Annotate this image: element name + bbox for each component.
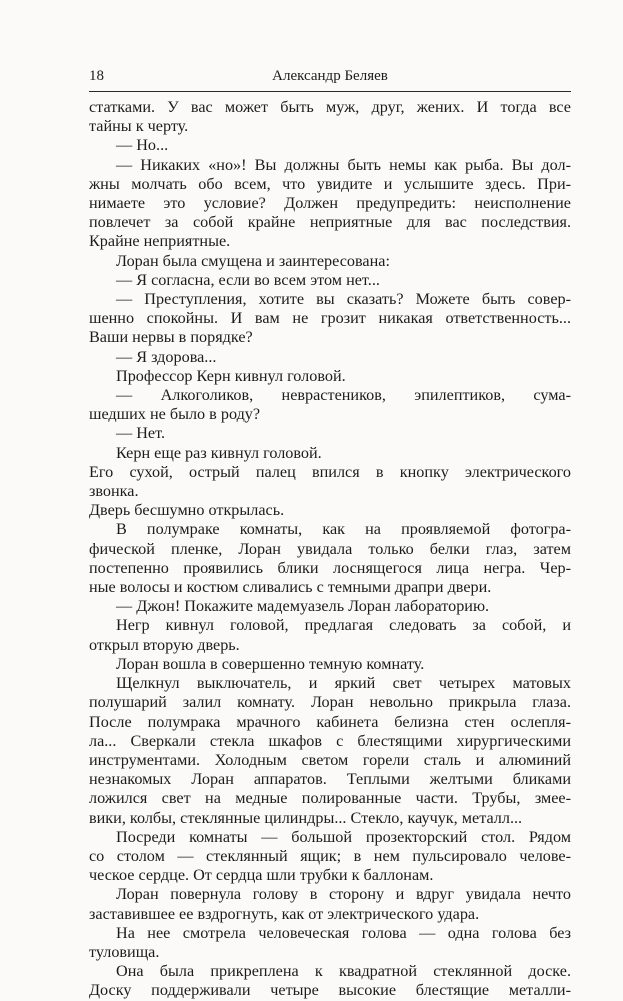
- text-line: статками. У вас может быть муж, друг, жених. И тогда все: [89, 98, 571, 116]
- text-line: звонка.: [89, 482, 139, 501]
- text-line: Керн еще раз кивнул головой.: [116, 443, 322, 462]
- text-line: открыл вторую дверь.: [89, 635, 240, 654]
- text-line: Его сухой, острый палец впился в кнопку электрического: [89, 462, 571, 481]
- text-line: Ваши нервы в порядке?: [89, 328, 253, 347]
- text-line: со столом — стеклянный ящик; в нем пульсировало челове-: [89, 846, 571, 865]
- text-line: ные волосы и костюм сливались с темными драпри двери.: [89, 578, 492, 597]
- text-line: Лоран была смущена и заинтересована:: [116, 251, 390, 270]
- text-line: инструментами. Холодным светом горели сталь и алюминий: [89, 750, 571, 769]
- text-line: шенно спокойны. И вам не грозит никакая ответственность...: [89, 309, 571, 328]
- text-line: — Я согласна, если во всем этом нет...: [116, 270, 380, 289]
- text-line: На нее смотрела человеческая голова — одна голова без: [116, 923, 571, 942]
- text-line: Посреди комнаты — большой прозекторский стол. Рядом: [116, 827, 571, 846]
- text-line: Крайне неприятные.: [89, 232, 231, 251]
- text-line: постепенно проявились блики лоснящегося лица негра. Чер-: [89, 558, 571, 577]
- text-line: повлечет за собой крайне неприятные для вас последствия.: [89, 213, 571, 232]
- page-header: [89, 68, 571, 90]
- text-line: вики, колбы, стеклянные цилиндры... Стекло, каучук, металл...: [89, 808, 523, 827]
- text-line: заставившее ее вздрогнуть, как от электрического удара.: [89, 904, 480, 923]
- text-line: Щелкнул выключатель, и яркий свет четырех матовых: [116, 674, 571, 693]
- text-line: ложился свет на медные полированные части. Трубы, змее-: [89, 789, 571, 808]
- text-line: Дверь бесшумно открылась.: [89, 501, 285, 520]
- text-line: полушарий залил комнату. Лоран невольно прикрыла глаза.: [89, 693, 571, 712]
- text-line: Лоран вошла в совершенно темную комнату.: [116, 654, 425, 673]
- header-rule: [89, 91, 571, 92]
- text-line: — Я здорова...: [116, 347, 217, 366]
- text-line: жны молчать обо всем, что увидите и услышите здесь. При-: [89, 174, 571, 193]
- text-line: После полумрака мрачного кабинета белизна стен ослепля-: [89, 712, 571, 731]
- text-line: Доску поддерживали четыре высокие блестящие металли-: [89, 981, 571, 1000]
- text-line: шедших не было в роду?: [89, 405, 261, 424]
- text-line: — Никаких «но»! Вы должны быть немы как рыба. Вы дол-: [116, 155, 571, 174]
- text-line: фической пленке, Лоран увидала только белки глаз, затем: [89, 539, 571, 558]
- text-line: тайны к черту.: [89, 117, 189, 136]
- text-line: — Нет.: [116, 424, 166, 443]
- text-line: В полумраке комнаты, как на проявляемой фотогра-: [116, 520, 571, 539]
- text-line: ческое сердце. От сердца шли трубки к баллонам.: [89, 866, 434, 885]
- text-line: Она была прикреплена к квадратной стеклянной доске.: [116, 962, 571, 981]
- text-line: Негр кивнул головой, предлагая следовать за собой, и: [116, 616, 571, 635]
- text-line: — Алкоголиков, неврастеников, эпилептиков, сума-: [116, 386, 571, 405]
- text-line: незнакомых Лоран аппаратов. Теплыми желтыми бликами: [89, 770, 571, 789]
- text-line: нимаете это условие? Должен предупредить: неисполнение: [89, 194, 571, 213]
- text-line: Профессор Керн кивнул головой.: [116, 366, 346, 385]
- text-line: — Преступления, хотите вы сказать? Можете быть совер-: [116, 290, 571, 309]
- text-line: Лоран повернула голову в сторону и вдруг увидала нечто: [116, 885, 571, 904]
- text-line: туловища.: [89, 942, 160, 961]
- running-title: Александр Беляев: [272, 68, 388, 84]
- text-line: ла... Сверкали стекла шкафов с блестящими хирургическими: [89, 731, 571, 750]
- text-line: — Но...: [116, 136, 169, 155]
- body-text: [89, 98, 571, 1001]
- page-number: 18: [89, 68, 104, 84]
- text-line: — Джон! Покажите мадемуазель Лоран лабораторию.: [116, 597, 490, 616]
